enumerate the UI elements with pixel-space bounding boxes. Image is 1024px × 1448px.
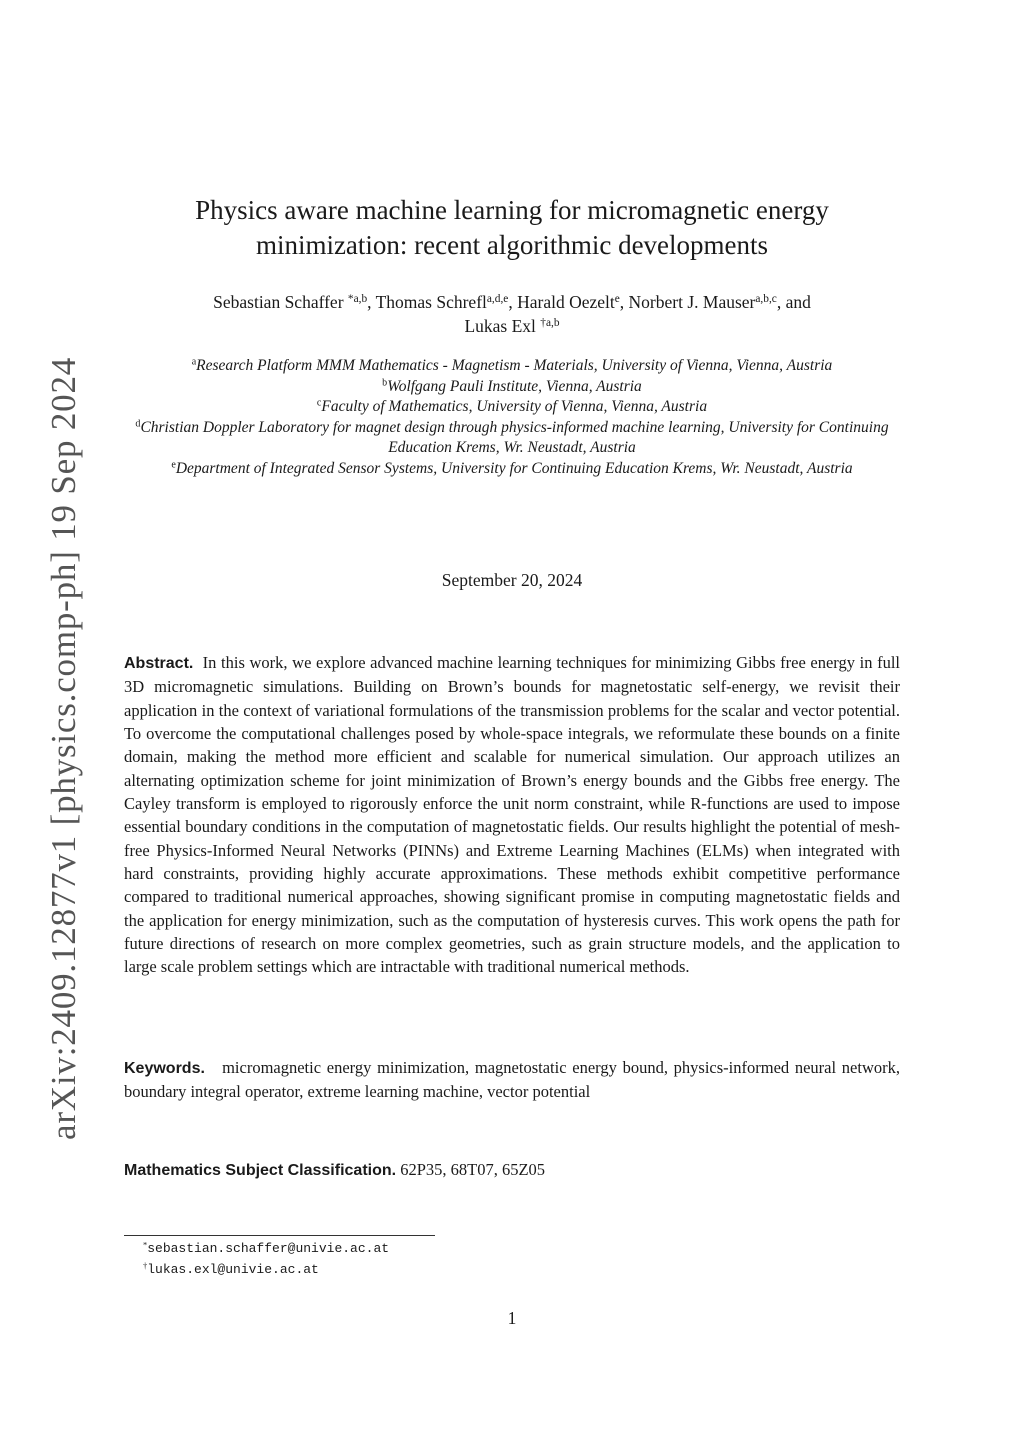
page-number: 1	[507, 1308, 517, 1328]
affiliation: $^c$Faculty of Mathematics, University of Vienna, Vienna, Austria	[316, 397, 708, 416]
footnote-email: *sebastian.schaffer@univie.ac.at	[143, 1239, 390, 1256]
abstract	[124, 651, 900, 979]
affiliation: $^d$Christian Doppler Laboratory for magnet design through physics-informed machine learning, University for Continuing Education Krems, Wr. Neustadt, Austria	[135, 418, 889, 457]
author-marks: †a,b	[540, 316, 560, 329]
footnote-email: †lukas.exl@univie.ac.at	[143, 1260, 319, 1277]
paper-title	[100, 193, 924, 263]
msc-codes: 62P35, 68T07, 65Z05	[400, 1160, 546, 1179]
title-line-1: Physics aware machine learning for micromagnetic energy	[195, 195, 829, 225]
abstract-label: Abstract.	[124, 655, 194, 672]
affiliation: $^e$Department of Integrated Sensor Systems, University for Continuing Education Krems, Wr. Neustadt, Austria	[171, 459, 853, 477]
author-marks: *a,b	[347, 292, 368, 305]
footnotes	[143, 1238, 389, 1280]
author-list	[100, 290, 924, 338]
arxiv-identifier: arXiv:2409.12877v1 [physics.comp-ph] 19 Sep 2024	[44, 356, 83, 1140]
footnote-rule	[124, 1235, 435, 1236]
author-marks: a,d,e	[486, 292, 509, 305]
author: Lukas Exl $^{\dagger a,b}$	[464, 316, 560, 336]
keywords-label: Keywords.	[124, 1060, 205, 1077]
affiliation: $^a$Research Platform MMM Mathematics - Magnetism - Materials, University of Vienna, Vienna, Austria	[191, 356, 833, 374]
affiliation-list	[120, 356, 904, 480]
keywords-text: micromagnetic energy minimization, magnetostatic energy bound, physics-informed neural network, boundary integral operator, extreme learning machine, vector potential	[124, 1058, 900, 1102]
author: Sebastian Schaffer $^{*a,b}$,	[213, 292, 376, 312]
author: Thomas Schrefl$^{a,d,e}$,	[375, 292, 518, 312]
author: Harald Oezelt$^e$,	[517, 292, 629, 312]
abstract-text: In this work, we explore advanced machine learning techniques for minimizing Gibbs free energy in full 3D micromagnetic simulations. Building on Brown’s bounds for magnetostatic self-energy, we revisit their application in the context of variational formulations of the transmission problems for the scalar and vector potential. To overcome the computational challenges posed by whole-space integrals, we reformulate these bounds on a finite domain, making the method more efficient and scalable for numerical simulation. Our approach utilizes an alternating optimization scheme for joint minimization of Brown’s energy bounds and the Gibbs free energy. The Cayley transform is employed to rigorously enforce the unit norm constraint, while R-functions are used to impose essential boundary conditions in the computation of magnetostatic fields. Our results highlight the potential of mesh-free Physics-Informed Neural Networks (PINNs) and Extreme Learning Machines (ELMs) when integrated with hard constraints, providing highly accurate approximations. These methods exhibit competitive performance compared to traditional numerical approaches, showing significant promise in computing magnetostatic fields and the application for energy minimization, such as the computation of hysteresis curves. This work opens the path for future directions of research on more complex geometries, such as grain structure models, and the application to large scale problem settings which are intractable with traditional numerical methods.	[124, 653, 901, 977]
affiliation: $^b$Wolfgang Pauli Institute, Vienna, Austria	[382, 377, 642, 395]
author-marks: e	[614, 292, 620, 305]
keywords	[124, 1056, 900, 1104]
msc-label: Mathematics Subject Classification.	[124, 1162, 397, 1179]
subject-classification	[124, 1158, 900, 1182]
title-line-2: minimization: recent algorithmic developments	[255, 230, 769, 260]
publication-date: September 20, 2024	[441, 570, 583, 590]
author: Norbert J. Mauser$^{a,b,c}$, and	[628, 292, 811, 312]
author-marks: a,b,c	[755, 292, 777, 305]
